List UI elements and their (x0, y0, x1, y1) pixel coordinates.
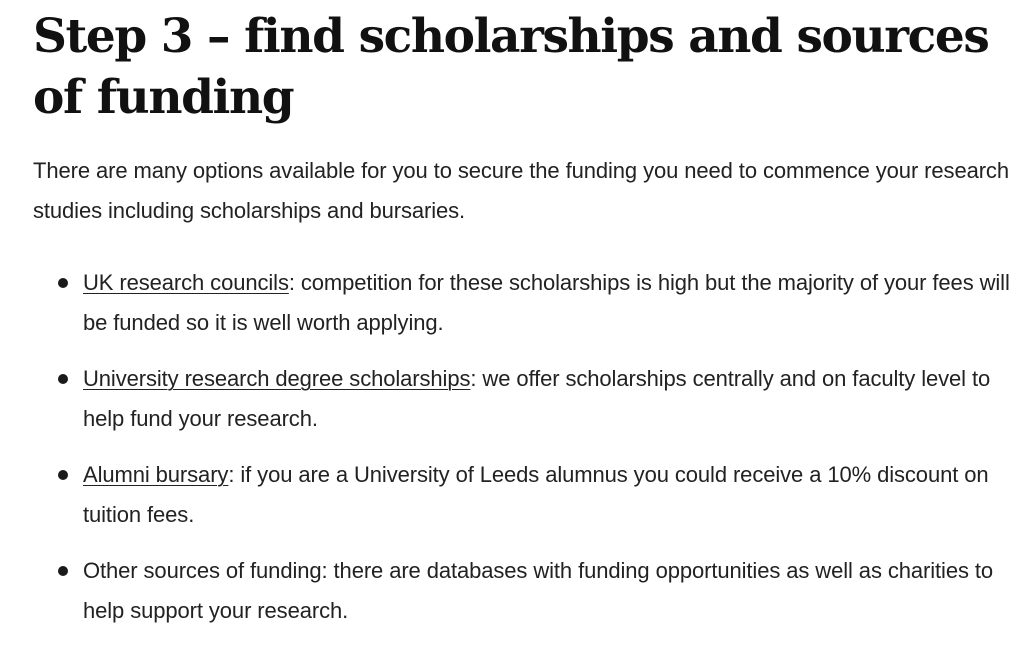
bullet-icon (58, 566, 68, 576)
main-content (33, 0, 1018, 647)
list-item-text: Other sources of funding: there are databases with funding opportunities as well as charities to help support your research. (83, 558, 994, 623)
list-item-text: : if you are a University of Leeds alumnus you could receive a 10% discount on tuition fees. (83, 462, 989, 527)
list-item-other-sources (33, 551, 1018, 631)
alumni-bursary-link[interactable]: Alumni bursary (83, 462, 229, 487)
list-item-university-scholarships (33, 359, 1018, 439)
page-title: Step 3 – find scholarships and sources of funding (33, 9, 989, 125)
uk-research-councils-link[interactable]: UK research councils (83, 270, 289, 295)
bullet-icon (58, 470, 68, 480)
intro-paragraph: There are many options available for you to secure the funding you need to commence your research studies including scholarships and bursaries. (33, 158, 1009, 223)
bullet-icon (58, 374, 68, 384)
list-item-uk-research-councils (33, 263, 1018, 343)
list-item-text: : competition for these scholarships is high but the majority of your fees will be funded so it is well worth applying. (83, 270, 1010, 335)
list-item-alumni-bursary (33, 455, 1018, 535)
bullet-icon (58, 278, 68, 288)
university-research-degree-scholarships-link[interactable]: University research degree scholarships (83, 366, 471, 391)
funding-list (33, 263, 1018, 631)
list-item-text: : we offer scholarships centrally and on faculty level to help fund your research. (83, 366, 991, 431)
